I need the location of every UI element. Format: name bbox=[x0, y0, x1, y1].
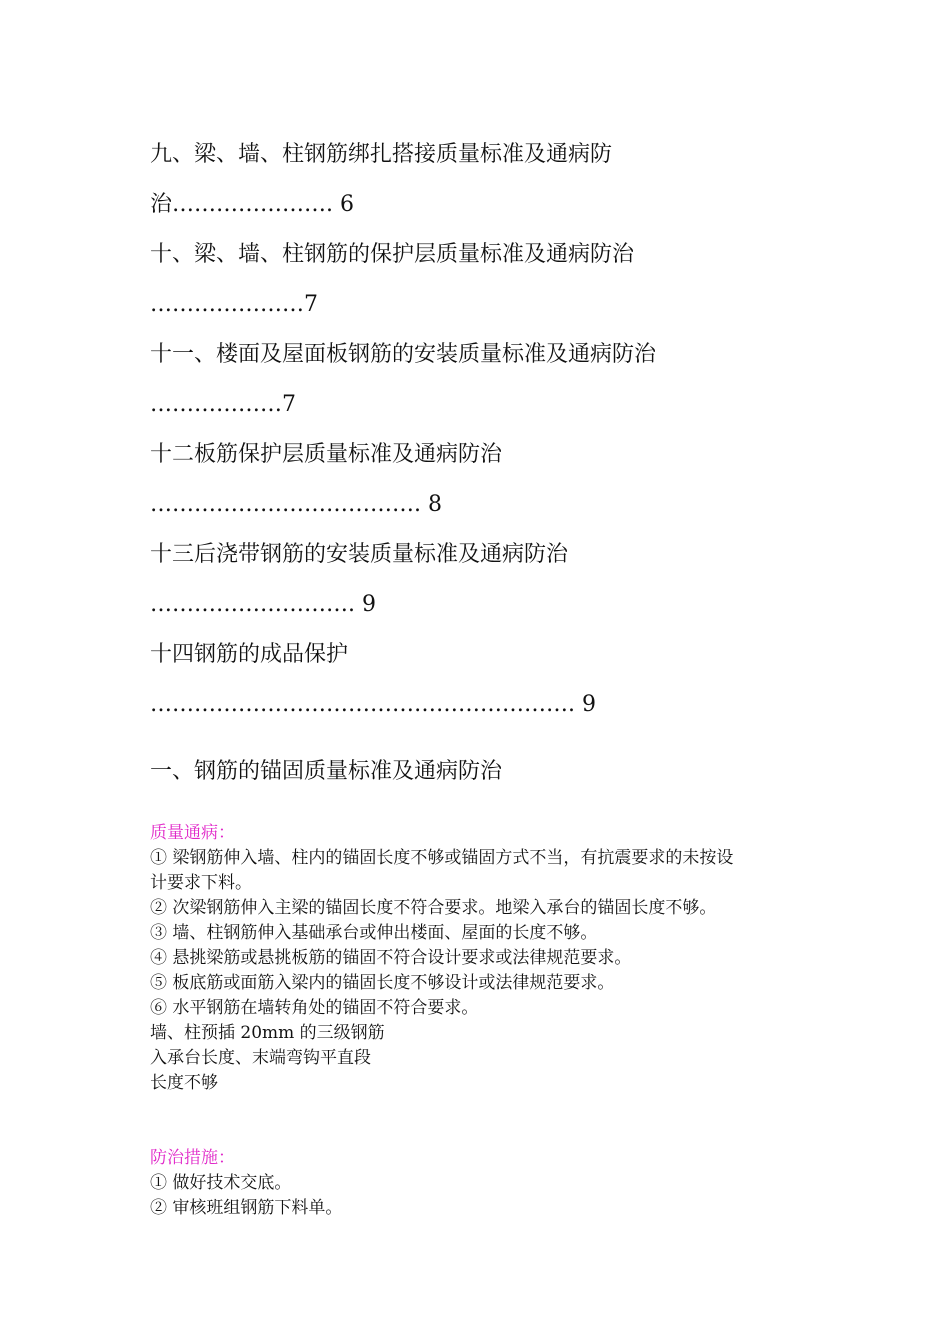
toc-entry-12-page: ………………………………. 8 bbox=[150, 492, 442, 517]
table-of-contents bbox=[150, 130, 850, 730]
measure-item: ① 做好技术交底。 bbox=[150, 1173, 292, 1193]
toc-entry-11-page: ………………7 bbox=[150, 392, 296, 417]
problem-item: ⑤ 板底筋或面筋入梁内的锚固长度不够设计或法律规范要求。 bbox=[150, 973, 615, 993]
problem-item: ④ 悬挑梁筋或悬挑板筋的锚固不符合设计要求或法律规范要求。 bbox=[150, 948, 632, 968]
problem-item: 入承台长度、末端弯钩平直段 bbox=[150, 1048, 371, 1068]
toc-entry-14-title: 十四钢筋的成品保护 bbox=[150, 642, 349, 667]
toc-entry-12-title: 十二板筋保护层质量标准及通病防治 bbox=[150, 442, 503, 467]
toc-entry-13-title: 十三后浇带钢筋的安装质量标准及通病防治 bbox=[150, 542, 569, 567]
problem-item: ② 次梁钢筋伸入主梁的锚固长度不符合要求。地梁入承台的锚固长度不够。 bbox=[150, 898, 717, 918]
quality-problems-title: 质量通病： bbox=[150, 823, 235, 843]
problem-item: ① 梁钢筋伸入墙、柱内的锚固长度不够或锚固方式不当，有抗震要求的未按设 bbox=[150, 848, 734, 868]
measure-item: ② 审核班组钢筋下料单。 bbox=[150, 1198, 343, 1218]
toc-entry-11-title: 十一、楼面及屋面板钢筋的安装质量标准及通病防治 bbox=[150, 342, 657, 367]
problem-item: ③ 墙、柱钢筋伸入基础承台或伸出楼面、屋面的长度不够。 bbox=[150, 923, 598, 943]
toc-entry-13-page: ………………………. 9 bbox=[150, 592, 376, 617]
quality-problems-section bbox=[150, 821, 810, 1096]
toc-entry-9-page: 治…………………. 6 bbox=[150, 192, 354, 217]
prevention-measures-title: 防治措施： bbox=[150, 1148, 235, 1168]
section-heading: 一、钢筋的锚固质量标准及通病防治 bbox=[150, 759, 503, 784]
problem-item: ⑥ 水平钢筋在墙转角处的锚固不符合要求。 bbox=[150, 998, 479, 1018]
toc-entry-14-page: …………………………………………………. 9 bbox=[150, 692, 596, 717]
prevention-measures-section bbox=[150, 1146, 810, 1221]
problem-item: 长度不够 bbox=[150, 1073, 218, 1093]
toc-entry-10-page: …………………7 bbox=[150, 292, 318, 317]
problem-item: 计要求下料。 bbox=[150, 873, 252, 893]
problem-item: 墙、柱预插 20mm 的三级钢筋 bbox=[150, 1023, 385, 1043]
toc-entry-10-title: 十、梁、墙、柱钢筋的保护层质量标准及通病防治 bbox=[150, 242, 635, 267]
toc-entry-9-title: 九、梁、墙、柱钢筋绑扎搭接质量标准及通病防 bbox=[150, 142, 613, 167]
